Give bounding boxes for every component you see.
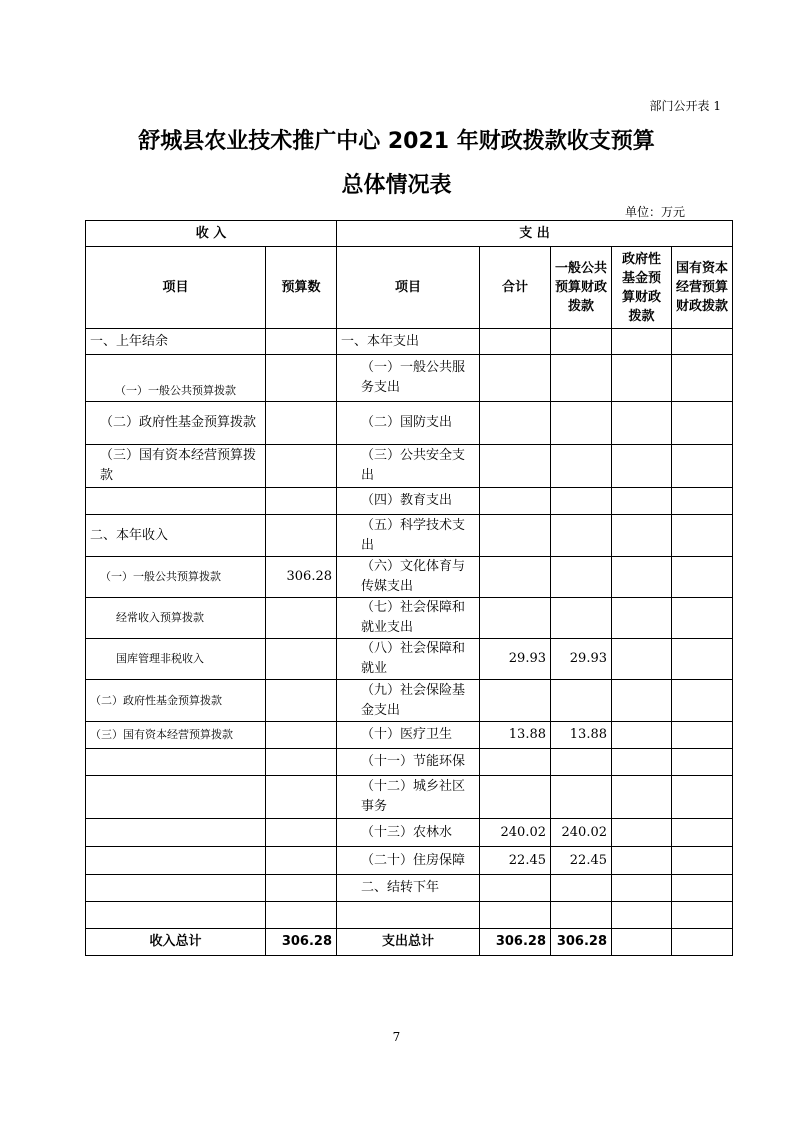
expense-item: 二、结转下年 bbox=[337, 875, 480, 902]
expense-state-capital bbox=[672, 515, 733, 557]
expense-state-capital bbox=[672, 875, 733, 902]
expense-item: （十）医疗卫生 bbox=[337, 722, 480, 749]
expense-general bbox=[551, 776, 612, 819]
expense-item: （九）社会保险基金支出 bbox=[337, 680, 480, 722]
expense-general bbox=[551, 445, 612, 488]
expense-general bbox=[551, 557, 612, 598]
budget-table bbox=[85, 220, 733, 956]
expense-state-capital bbox=[672, 722, 733, 749]
expense-gov-fund bbox=[612, 557, 672, 598]
expense-gov-fund bbox=[612, 776, 672, 819]
table-row bbox=[86, 445, 733, 488]
state-capital-total bbox=[672, 929, 733, 956]
income-value bbox=[266, 445, 337, 488]
expense-total bbox=[480, 680, 551, 722]
expense-total: 22.45 bbox=[480, 847, 551, 875]
expense-general bbox=[551, 680, 612, 722]
header-row-sections bbox=[86, 221, 733, 247]
expense-total bbox=[480, 557, 551, 598]
table-row bbox=[86, 722, 733, 749]
expense-gov-fund bbox=[612, 515, 672, 557]
expense-total: 13.88 bbox=[480, 722, 551, 749]
income-value bbox=[266, 639, 337, 680]
table-row bbox=[86, 515, 733, 557]
income-item bbox=[86, 875, 266, 902]
expense-item bbox=[337, 902, 480, 929]
expense-item: 一、本年支出 bbox=[337, 329, 480, 355]
expense-general bbox=[551, 749, 612, 776]
expense-state-capital bbox=[672, 488, 733, 515]
expense-general bbox=[551, 515, 612, 557]
expense-item: （八）社会保障和就业 bbox=[337, 639, 480, 680]
expense-gov-fund bbox=[612, 445, 672, 488]
page-number: 7 bbox=[392, 1030, 401, 1044]
income-value bbox=[266, 819, 337, 847]
income-item: 二、本年收入 bbox=[86, 515, 266, 557]
expense-general: 240.02 bbox=[551, 819, 612, 847]
col-header-state-capital: 国有资本经营预算财政拨款 bbox=[672, 247, 733, 329]
table-row bbox=[86, 402, 733, 445]
income-value: 306.28 bbox=[266, 557, 337, 598]
income-value bbox=[266, 515, 337, 557]
income-value bbox=[266, 329, 337, 355]
expense-item: （十一）节能环保 bbox=[337, 749, 480, 776]
expense-general bbox=[551, 402, 612, 445]
table-row bbox=[86, 488, 733, 515]
expense-item: （七）社会保障和就业支出 bbox=[337, 598, 480, 639]
expense-gov-fund bbox=[612, 847, 672, 875]
table-row bbox=[86, 557, 733, 598]
income-value bbox=[266, 902, 337, 929]
income-item: （二）政府性基金预算拨款 bbox=[86, 402, 266, 445]
expense-gov-fund bbox=[612, 902, 672, 929]
income-section-header: 收 入 bbox=[86, 221, 337, 247]
income-value bbox=[266, 488, 337, 515]
expense-gov-fund bbox=[612, 749, 672, 776]
col-header-general: 一般公共预算财政拨款 bbox=[551, 247, 612, 329]
table-row bbox=[86, 749, 733, 776]
income-item: （二）政府性基金预算拨款 bbox=[86, 680, 266, 722]
expense-gov-fund bbox=[612, 680, 672, 722]
income-item bbox=[86, 749, 266, 776]
unit-label: 单位：万元 bbox=[624, 205, 685, 219]
expense-gov-fund bbox=[612, 819, 672, 847]
expense-state-capital bbox=[672, 680, 733, 722]
expense-general bbox=[551, 488, 612, 515]
expense-total bbox=[480, 488, 551, 515]
table-row bbox=[86, 819, 733, 847]
expense-state-capital bbox=[672, 329, 733, 355]
header-row-columns bbox=[86, 247, 733, 329]
expense-state-capital bbox=[672, 557, 733, 598]
income-item bbox=[86, 902, 266, 929]
page-title: 舒城县农业技术推广中心 2021 年财政拨款收支预算 bbox=[138, 129, 655, 154]
income-value bbox=[266, 598, 337, 639]
expense-gov-fund bbox=[612, 875, 672, 902]
income-value bbox=[266, 680, 337, 722]
expense-general: 22.45 bbox=[551, 847, 612, 875]
income-value bbox=[266, 847, 337, 875]
income-value bbox=[266, 355, 337, 402]
col-header-budget: 预算数 bbox=[266, 247, 337, 329]
expense-gov-fund bbox=[612, 329, 672, 355]
expense-total: 29.93 bbox=[480, 639, 551, 680]
col-header-item2: 项目 bbox=[337, 247, 480, 329]
expense-item: （二十）住房保障 bbox=[337, 847, 480, 875]
expense-total bbox=[480, 776, 551, 819]
expense-gov-fund bbox=[612, 402, 672, 445]
income-total-value: 306.28 bbox=[266, 929, 337, 956]
expense-item: （三）公共安全支出 bbox=[337, 445, 480, 488]
table-row bbox=[86, 875, 733, 902]
table-row bbox=[86, 598, 733, 639]
income-item bbox=[86, 488, 266, 515]
income-item: （一）一般公共预算拨款 bbox=[86, 355, 266, 402]
expense-total bbox=[480, 355, 551, 402]
table-row bbox=[86, 847, 733, 875]
table-row bbox=[86, 355, 733, 402]
income-value bbox=[266, 722, 337, 749]
expense-total bbox=[480, 598, 551, 639]
general-total-value: 306.28 bbox=[551, 929, 612, 956]
income-value bbox=[266, 749, 337, 776]
gov-fund-total bbox=[612, 929, 672, 956]
expense-state-capital bbox=[672, 598, 733, 639]
expense-state-capital bbox=[672, 776, 733, 819]
expense-total bbox=[480, 515, 551, 557]
income-item: （三）国有资本经营预算拨款 bbox=[86, 445, 266, 488]
expense-state-capital bbox=[672, 639, 733, 680]
expense-general bbox=[551, 902, 612, 929]
income-item bbox=[86, 847, 266, 875]
expense-total-label: 支出总计 bbox=[337, 929, 480, 956]
expense-item: （一）一般公共服务支出 bbox=[337, 355, 480, 402]
expense-gov-fund bbox=[612, 639, 672, 680]
expense-general bbox=[551, 598, 612, 639]
expense-general bbox=[551, 875, 612, 902]
expense-section-header: 支 出 bbox=[337, 221, 733, 247]
income-value bbox=[266, 402, 337, 445]
income-item: 经常收入预算拨款 bbox=[86, 598, 266, 639]
expense-state-capital bbox=[672, 819, 733, 847]
expense-state-capital bbox=[672, 445, 733, 488]
expense-general: 29.93 bbox=[551, 639, 612, 680]
expense-total bbox=[480, 902, 551, 929]
income-item: 一、上年结余 bbox=[86, 329, 266, 355]
table-row bbox=[86, 902, 733, 929]
expense-gov-fund bbox=[612, 488, 672, 515]
expense-total bbox=[480, 402, 551, 445]
page-subtitle: 总体情况表 bbox=[341, 173, 452, 198]
expense-total: 240.02 bbox=[480, 819, 551, 847]
expense-item: （十三）农林水 bbox=[337, 819, 480, 847]
income-item: （一）一般公共预算拨款 bbox=[86, 557, 266, 598]
expense-gov-fund bbox=[612, 722, 672, 749]
expense-item: （六）文化体育与传媒支出 bbox=[337, 557, 480, 598]
expense-item: （五）科学技术支出 bbox=[337, 515, 480, 557]
expense-general bbox=[551, 329, 612, 355]
col-header-total: 合计 bbox=[480, 247, 551, 329]
expense-item: （二）国防支出 bbox=[337, 402, 480, 445]
table-row bbox=[86, 776, 733, 819]
totals-row bbox=[86, 929, 733, 956]
expense-total bbox=[480, 749, 551, 776]
expense-state-capital bbox=[672, 402, 733, 445]
page-label: 部门公开表 1 bbox=[649, 99, 721, 113]
expense-total bbox=[480, 445, 551, 488]
expense-gov-fund bbox=[612, 355, 672, 402]
col-header-gov-fund: 政府性基金预算财政拨款 bbox=[612, 247, 672, 329]
expense-total bbox=[480, 875, 551, 902]
expense-gov-fund bbox=[612, 598, 672, 639]
income-item: （三）国有资本经营预算拨款 bbox=[86, 722, 266, 749]
table-row bbox=[86, 639, 733, 680]
income-item bbox=[86, 819, 266, 847]
expense-state-capital bbox=[672, 847, 733, 875]
income-value bbox=[266, 776, 337, 819]
expense-total bbox=[480, 329, 551, 355]
income-item bbox=[86, 776, 266, 819]
income-total-label: 收入总计 bbox=[86, 929, 266, 956]
expense-item: （十二）城乡社区事务 bbox=[337, 776, 480, 819]
expense-state-capital bbox=[672, 749, 733, 776]
income-value bbox=[266, 875, 337, 902]
expense-state-capital bbox=[672, 902, 733, 929]
income-item: 国库管理非税收入 bbox=[86, 639, 266, 680]
col-header-item: 项目 bbox=[86, 247, 266, 329]
expense-total-value: 306.28 bbox=[480, 929, 551, 956]
expense-general: 13.88 bbox=[551, 722, 612, 749]
expense-item: （四）教育支出 bbox=[337, 488, 480, 515]
table-row bbox=[86, 680, 733, 722]
table-row bbox=[86, 329, 733, 355]
expense-state-capital bbox=[672, 355, 733, 402]
expense-general bbox=[551, 355, 612, 402]
